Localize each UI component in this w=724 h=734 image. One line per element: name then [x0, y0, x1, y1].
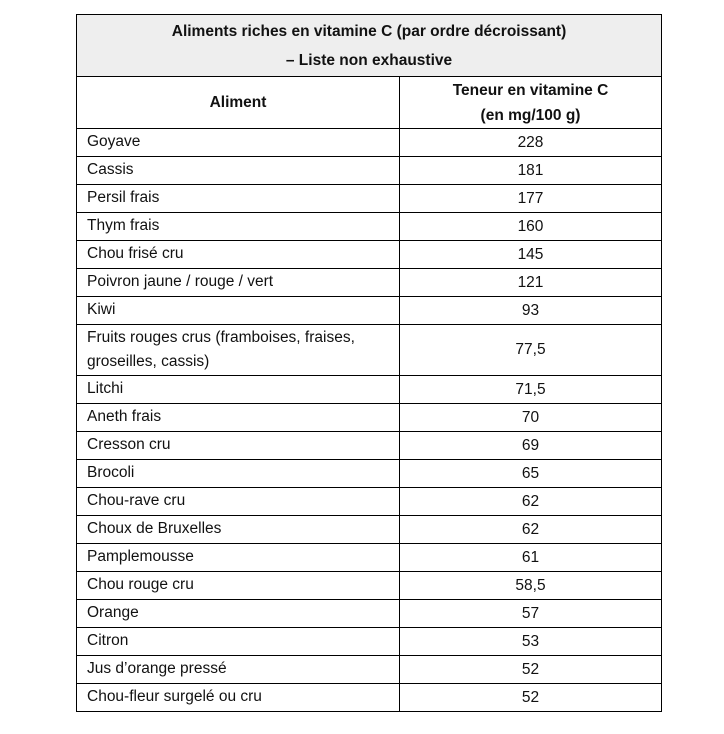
table-row — [77, 241, 662, 269]
food-cell: Chou-rave cru — [77, 488, 400, 516]
value-cell: 77,5 — [400, 325, 662, 376]
food-cell: Chou frisé cru — [77, 241, 400, 269]
table-row — [77, 516, 662, 544]
table-body — [77, 129, 662, 712]
value-cell: 93 — [400, 297, 662, 325]
value-cell: 52 — [400, 684, 662, 712]
food-cell: Orange — [77, 600, 400, 628]
value-cell: 145 — [400, 241, 662, 269]
food-cell: Litchi — [77, 376, 400, 404]
value-cell: 52 — [400, 656, 662, 684]
value-cell: 62 — [400, 488, 662, 516]
value-cell: 62 — [400, 516, 662, 544]
value-cell: 121 — [400, 269, 662, 297]
table-row — [77, 628, 662, 656]
value-cell: 71,5 — [400, 376, 662, 404]
table-row — [77, 157, 662, 185]
table-row — [77, 185, 662, 213]
table-title-line-2: – Liste non exhaustive — [285, 51, 453, 69]
table-row — [77, 129, 662, 157]
table-row — [77, 213, 662, 241]
table-title — [77, 15, 662, 77]
table-row — [77, 269, 662, 297]
table-row — [77, 600, 662, 628]
food-cell: Cresson cru — [77, 432, 400, 460]
food-cell: Persil frais — [77, 185, 400, 213]
value-cell: 57 — [400, 600, 662, 628]
table-row — [77, 656, 662, 684]
value-cell: 53 — [400, 628, 662, 656]
table-row — [77, 404, 662, 432]
column-header-value-line-1: Teneur en vitamine C — [452, 81, 609, 99]
value-cell: 61 — [400, 544, 662, 572]
food-cell: Aneth frais — [77, 404, 400, 432]
food-cell: Poivron jaune / rouge / vert — [77, 269, 400, 297]
food-cell: Thym frais — [77, 213, 400, 241]
table-row — [77, 572, 662, 600]
table-row — [77, 460, 662, 488]
table-row — [77, 432, 662, 460]
value-cell: 69 — [400, 432, 662, 460]
table-title-line-1: Aliments riches en vitamine C (par ordre décroissant) — [171, 22, 567, 40]
vitamin-c-table — [76, 14, 662, 712]
food-cell: Kiwi — [77, 297, 400, 325]
value-cell: 160 — [400, 213, 662, 241]
food-cell: Goyave — [77, 129, 400, 157]
value-cell: 58,5 — [400, 572, 662, 600]
table-row — [77, 376, 662, 404]
food-cell: Fruits rouges crus (framboises, fraises, groseilles, cassis) — [77, 325, 400, 376]
column-header-value — [400, 77, 662, 129]
value-cell: 181 — [400, 157, 662, 185]
table-row — [77, 297, 662, 325]
value-cell: 228 — [400, 129, 662, 157]
value-cell: 70 — [400, 404, 662, 432]
food-cell: Chou rouge cru — [77, 572, 400, 600]
food-cell: Choux de Bruxelles — [77, 516, 400, 544]
table-row — [77, 325, 662, 376]
food-cell: Jus d’orange pressé — [77, 656, 400, 684]
food-cell: Pamplemousse — [77, 544, 400, 572]
table-row — [77, 488, 662, 516]
column-header-food: Aliment — [77, 77, 400, 129]
value-cell: 65 — [400, 460, 662, 488]
food-cell: Chou-fleur surgelé ou cru — [77, 684, 400, 712]
food-cell: Citron — [77, 628, 400, 656]
value-cell: 177 — [400, 185, 662, 213]
food-cell: Cassis — [77, 157, 400, 185]
food-cell: Brocoli — [77, 460, 400, 488]
table-row — [77, 544, 662, 572]
table-row — [77, 684, 662, 712]
column-header-value-line-2: (en mg/100 g) — [480, 106, 581, 124]
